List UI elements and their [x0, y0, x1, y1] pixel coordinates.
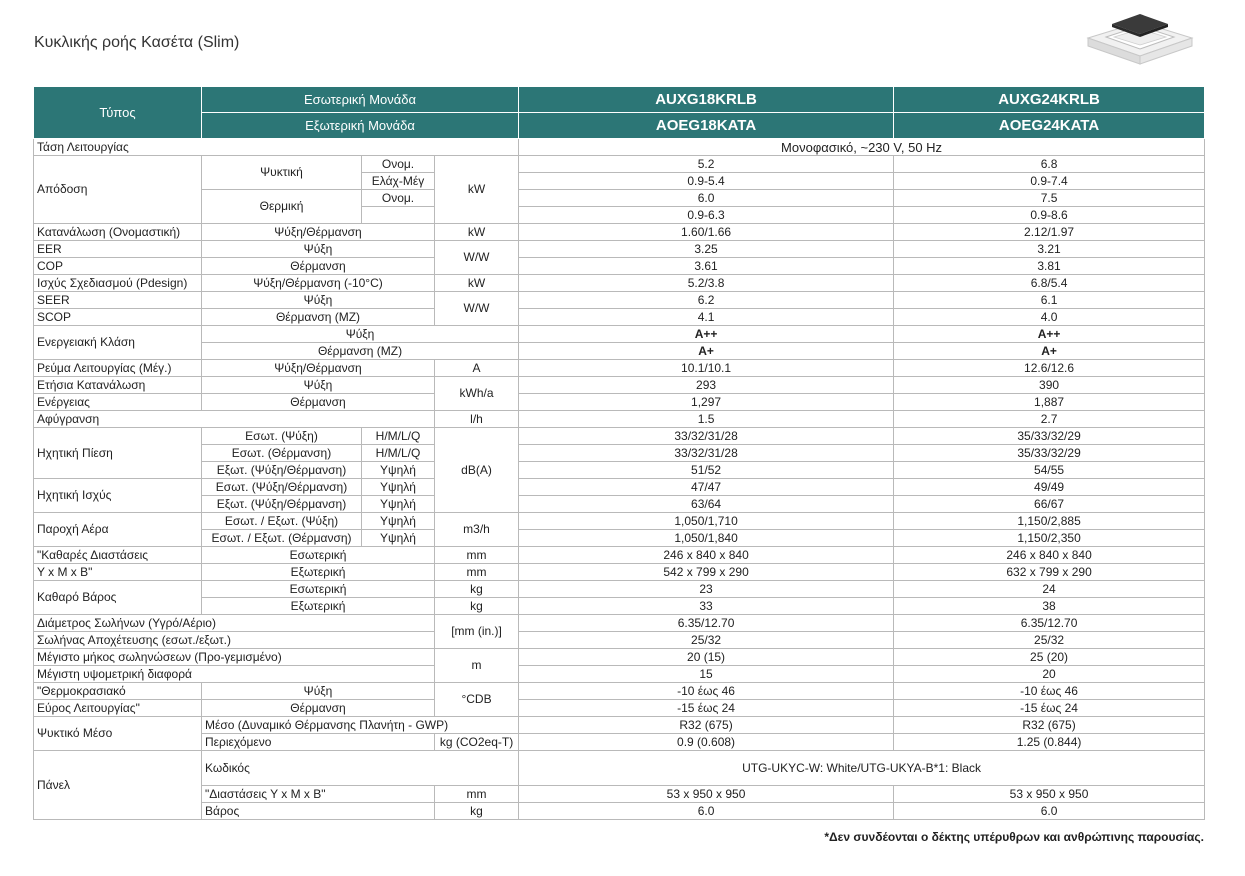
cell-value: 33 [519, 598, 894, 615]
table-row [34, 326, 1205, 343]
mode-label: Υψηλή [362, 462, 435, 479]
cell-value: -10 έως 46 [894, 683, 1205, 700]
table-row [34, 258, 1205, 275]
row-label: Ρεύμα Λειτουργίας (Μέγ.) [34, 360, 202, 377]
cell-value: 23 [519, 581, 894, 598]
sub-label: Εσωτ. (Θέρμανση) [202, 445, 362, 462]
table-row [34, 581, 1205, 598]
sub-label: Εσωτερική [202, 547, 435, 564]
cell-value: 35/33/32/29 [894, 428, 1205, 445]
cell-value: 3.61 [519, 258, 894, 275]
table-row [34, 462, 1205, 479]
sub-label: Ψύξη [202, 241, 435, 258]
unit-label: W/W [435, 241, 519, 275]
mode-label: Υψηλή [362, 530, 435, 547]
row-label: "Θερμοκρασιακό [34, 683, 202, 700]
mode-label: Υψηλή [362, 513, 435, 530]
cell-value: 6.1 [894, 292, 1205, 309]
model-1-outdoor: AOEG18KATA [519, 113, 894, 139]
cell-value: 63/64 [519, 496, 894, 513]
cell-value: 3.21 [894, 241, 1205, 258]
unit-label: °CDB [435, 683, 519, 717]
mode-label: H/M/L/Q [362, 445, 435, 462]
header-row-outdoor [34, 113, 1205, 139]
sub-label: Εξωτ. (Ψύξη/Θέρμανση) [202, 496, 362, 513]
unit-label: kW [435, 275, 519, 292]
table-row [34, 803, 1205, 820]
cell-value: 1.60/1.66 [519, 224, 894, 241]
sub-label: Θέρμανση [202, 258, 435, 275]
cell-value: 25/32 [894, 632, 1205, 649]
cell-value: 6.35/12.70 [894, 615, 1205, 632]
row-label: Εύρος Λειτουργίας" [34, 700, 202, 717]
cell-value: 1,297 [519, 394, 894, 411]
sub-label: Θέρμανση [202, 700, 435, 717]
table-row [34, 786, 1205, 803]
cell-value: 6.8 [894, 156, 1205, 173]
cell-value: 0.9-6.3 [519, 207, 894, 224]
cell-value: 390 [894, 377, 1205, 394]
cassette-unit-icon [1078, 8, 1200, 72]
mode-label: Υψηλή [362, 496, 435, 513]
sub-label: Εξωτερική [202, 564, 435, 581]
sub-label: Ψύξη [202, 326, 519, 343]
table-row [34, 428, 1205, 445]
cell-value: 1,050/1,840 [519, 530, 894, 547]
cell-value: 5.2/3.8 [519, 275, 894, 292]
cell-value: 20 [894, 666, 1205, 683]
row-label: Ψυκτικό Μέσο [34, 717, 202, 751]
cell-value: 7.5 [894, 190, 1205, 207]
cell-value: 54/55 [894, 462, 1205, 479]
table-row [34, 649, 1205, 666]
cell-value: 6.35/12.70 [519, 615, 894, 632]
model-2-outdoor: AOEG24KATA [894, 113, 1205, 139]
sub-label: Εξωτερική [202, 598, 435, 615]
table-row [34, 479, 1205, 496]
unit-label: m3/h [435, 513, 519, 547]
table-row [34, 615, 1205, 632]
unit-label: [mm (in.)] [435, 615, 519, 649]
cell-value: 246 x 840 x 840 [894, 547, 1205, 564]
table-row [34, 751, 1205, 786]
table-row [34, 190, 1205, 207]
table-row [34, 734, 1205, 751]
cell-value: R32 (675) [519, 717, 894, 734]
unit-label: kg [435, 803, 519, 820]
cell-value: 0.9-7.4 [894, 173, 1205, 190]
row-label: Ηχητική Πίεση [34, 428, 202, 479]
footnote: *Δεν συνδέονται ο δέκτης υπέρυθρων και ανθρώπινης παρουσίας. [824, 830, 1204, 844]
row-label: Ηχητική Ισχύς [34, 479, 202, 513]
row-label: Υ x Μ x Β" [34, 564, 202, 581]
row-label: Σωλήνας Αποχέτευσης (εσωτ./εξωτ.) [34, 632, 435, 649]
sub-label: Περιεχόμενο [202, 734, 435, 751]
cell-value: 6.2 [519, 292, 894, 309]
cell-value: 4.1 [519, 309, 894, 326]
table-row [34, 496, 1205, 513]
cell-value: 3.81 [894, 258, 1205, 275]
cell-value: 1,050/1,710 [519, 513, 894, 530]
cell-value: A+ [894, 343, 1205, 360]
cell-value: 2.12/1.97 [894, 224, 1205, 241]
unit-label: kW [435, 156, 519, 224]
mode-label-empty [362, 207, 435, 224]
cell-value: 53 x 950 x 950 [894, 786, 1205, 803]
sub-label: Εσωτερική [202, 581, 435, 598]
table-row [34, 224, 1205, 241]
row-label: Καθαρό Βάρος [34, 581, 202, 615]
unit-label: l/h [435, 411, 519, 428]
row-label: Ισχύς Σχεδιασμού (Pdesign) [34, 275, 202, 292]
table-row [34, 598, 1205, 615]
mode-label: Ονομ. [362, 190, 435, 207]
unit-label: dB(A) [435, 428, 519, 513]
unit-label: A [435, 360, 519, 377]
table-row [34, 156, 1205, 173]
table-row [34, 377, 1205, 394]
cell-value: -10 έως 46 [519, 683, 894, 700]
sub-label: "Διαστάσεις Υ x Μ x Β" [202, 786, 435, 803]
cell-value: 6.0 [519, 803, 894, 820]
cell-value: 1.25 (0.844) [894, 734, 1205, 751]
sub-label: Ψύξη [202, 683, 435, 700]
row-label: Μέγιστη υψομετρική διαφορά [34, 666, 435, 683]
row-label: SCOP [34, 309, 202, 326]
cell-value: 20 (15) [519, 649, 894, 666]
row-label: Πάνελ [34, 751, 202, 820]
cell-value: -15 έως 24 [519, 700, 894, 717]
table-row [34, 547, 1205, 564]
sub-label: Εξωτ. (Ψύξη/Θέρμανση) [202, 462, 362, 479]
sub-label: Βάρος [202, 803, 435, 820]
outdoor-unit-header: Εξωτερική Μονάδα [202, 113, 519, 139]
sub-label: Ψύξη/Θέρμανση (-10°C) [202, 275, 435, 292]
cell-value: 3.25 [519, 241, 894, 258]
unit-label: kW [435, 224, 519, 241]
cell-value: 51/52 [519, 462, 894, 479]
cell-value: 0.9-8.6 [894, 207, 1205, 224]
cell-value: 6.0 [519, 190, 894, 207]
cell-value: A++ [519, 326, 894, 343]
row-label: Παροχή Αέρα [34, 513, 202, 547]
cell-value: A++ [894, 326, 1205, 343]
cell-value: 53 x 950 x 950 [519, 786, 894, 803]
sub-label: Εσωτ. (Ψύξη/Θέρμανση) [202, 479, 362, 496]
sub-label: Εσωτ. / Εξωτ. (Θέρμανση) [202, 530, 362, 547]
cell-value: 33/32/31/28 [519, 445, 894, 462]
cell-value: 632 x 799 x 290 [894, 564, 1205, 581]
sub-label: Εσωτ. (Ψύξη) [202, 428, 362, 445]
cell-value: 1.5 [519, 411, 894, 428]
cell-value: Μονοφασικό, ~230 V, 50 Hz [519, 139, 1205, 156]
cell-value: 0.9-5.4 [519, 173, 894, 190]
row-label: Κατανάλωση (Ονομαστική) [34, 224, 202, 241]
cell-value: 33/32/31/28 [519, 428, 894, 445]
row-label: COP [34, 258, 202, 275]
table-row [34, 717, 1205, 734]
type-header: Τύπος [34, 87, 202, 139]
cell-value: 542 x 799 x 290 [519, 564, 894, 581]
unit-label: mm [435, 547, 519, 564]
table-row [34, 513, 1205, 530]
row-label: Διάμετρος Σωλήνων (Υγρό/Αέριο) [34, 615, 435, 632]
model-2-indoor: AUXG24KRLB [894, 87, 1205, 113]
indoor-unit-header: Εσωτερική Μονάδα [202, 87, 519, 113]
sub-label: Θέρμανση (MZ) [202, 343, 519, 360]
table-row [34, 666, 1205, 683]
table-row [34, 394, 1205, 411]
cell-value: 24 [894, 581, 1205, 598]
table-row [34, 683, 1205, 700]
table-row [34, 445, 1205, 462]
row-label: "Καθαρές Διαστάσεις [34, 547, 202, 564]
cell-value: 1,887 [894, 394, 1205, 411]
table-row [34, 360, 1205, 377]
sub-label: Ψυκτική [202, 156, 362, 190]
cell-value: 49/49 [894, 479, 1205, 496]
table-row [34, 343, 1205, 360]
table-row [34, 241, 1205, 258]
spec-table [33, 86, 1205, 820]
table-row [34, 292, 1205, 309]
cell-value: -15 έως 24 [894, 700, 1205, 717]
cell-value: 1,150/2,350 [894, 530, 1205, 547]
cell-value: 2.7 [894, 411, 1205, 428]
unit-label: kWh/a [435, 377, 519, 411]
model-1-indoor: AUXG18KRLB [519, 87, 894, 113]
sub-label: Θερμική [202, 190, 362, 224]
unit-label: kg [435, 598, 519, 615]
row-label: SEER [34, 292, 202, 309]
header-row-indoor [34, 87, 1205, 113]
sub-label: Ψύξη/Θέρμανση [202, 360, 435, 377]
cell-value: 5.2 [519, 156, 894, 173]
table-row [34, 530, 1205, 547]
sub-label: Θέρμανση (MZ) [202, 309, 435, 326]
cell-value: UTG-UKYC-W: White/UTG-UKYA-B*1: Black [519, 751, 1205, 786]
sub-label: Ψύξη/Θέρμανση [202, 224, 435, 241]
row-label: Ενέργειας [34, 394, 202, 411]
row-label: Αφύγρανση [34, 411, 435, 428]
table-row [34, 564, 1205, 581]
cell-value: R32 (675) [894, 717, 1205, 734]
cell-value: 1,150/2,885 [894, 513, 1205, 530]
cell-value: 246 x 840 x 840 [519, 547, 894, 564]
sub-label: Κωδικός [202, 751, 519, 786]
cell-value: 15 [519, 666, 894, 683]
row-label: Ενεργειακή Κλάση [34, 326, 202, 360]
cell-value: 12.6/12.6 [894, 360, 1205, 377]
sub-label: Μέσο (Δυναμικό Θέρμανσης Πλανήτη - GWP) [202, 717, 519, 734]
cell-value: 6.0 [894, 803, 1205, 820]
cell-value: 10.1/10.1 [519, 360, 894, 377]
row-label: Μέγιστο μήκος σωληνώσεων (Προ-γεμισμένο) [34, 649, 435, 666]
cell-value: 38 [894, 598, 1205, 615]
table-row [34, 275, 1205, 292]
unit-label: m [435, 649, 519, 683]
cell-value: 35/33/32/29 [894, 445, 1205, 462]
row-label: EER [34, 241, 202, 258]
page-title: Κυκλικής ροής Κασέτα (Slim) [34, 34, 240, 51]
sub-label: Ψύξη [202, 292, 435, 309]
mode-label: H/M/L/Q [362, 428, 435, 445]
cell-value: 0.9 (0.608) [519, 734, 894, 751]
cell-value: 6.8/5.4 [894, 275, 1205, 292]
unit-label: W/W [435, 292, 519, 326]
row-label: Τάση Λειτουργίας [34, 139, 519, 156]
row-label: Ετήσια Κατανάλωση [34, 377, 202, 394]
mode-label: Ονομ. [362, 156, 435, 173]
mode-label: Ελάχ-Μέγ [362, 173, 435, 190]
sub-label: Εσωτ. / Εξωτ. (Ψύξη) [202, 513, 362, 530]
cell-value: 25/32 [519, 632, 894, 649]
cell-value: 4.0 [894, 309, 1205, 326]
cell-value: 66/67 [894, 496, 1205, 513]
row-label: Απόδοση [34, 156, 202, 224]
table-row [34, 632, 1205, 649]
sub-label: Θέρμανση [202, 394, 435, 411]
table-row [34, 139, 1205, 156]
unit-label: mm [435, 786, 519, 803]
table-row [34, 309, 1205, 326]
unit-label: kg (CO2eq-T) [435, 734, 519, 751]
unit-label: mm [435, 564, 519, 581]
mode-label: Υψηλή [362, 479, 435, 496]
table-row [34, 700, 1205, 717]
sub-label: Ψύξη [202, 377, 435, 394]
table-row [34, 411, 1205, 428]
cell-value: 47/47 [519, 479, 894, 496]
cell-value: 293 [519, 377, 894, 394]
unit-label: kg [435, 581, 519, 598]
cell-value: 25 (20) [894, 649, 1205, 666]
cell-value: A+ [519, 343, 894, 360]
